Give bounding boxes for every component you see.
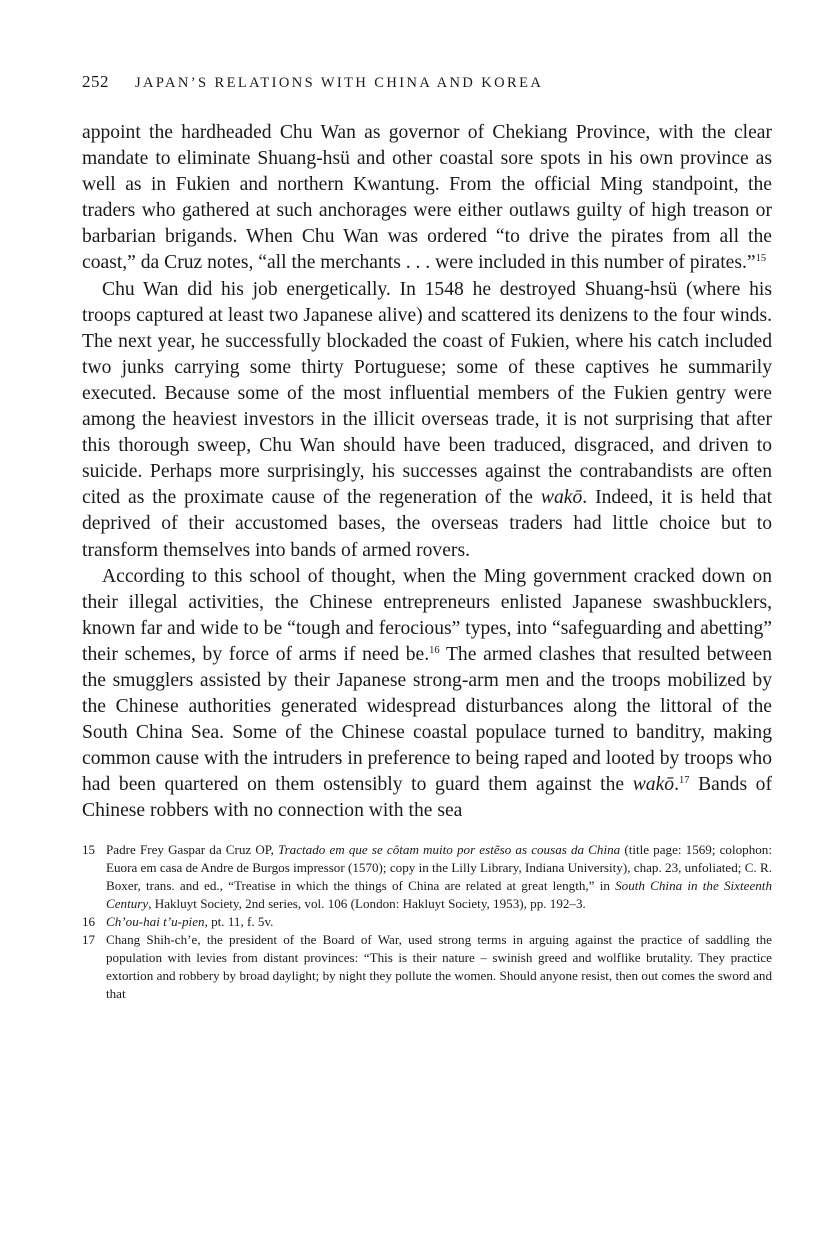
italic-term: wakō — [540, 487, 583, 509]
footnote — [82, 913, 772, 931]
paragraph: According to this school of thought, when the Ming government cracked down on their illegal activities, the Chinese entrepreneurs enlisted Japanese swashbucklers, known far and wide to be “tough and ferocious” types, into “safeguarding and abetting” their schemes, by force of arms if need be.$^{16}$ The armed clashes that resulted between the smugglers assisted by their Japanese strong-arm men and the troops mobilized by the Chinese authorities generated widespread disturbances along the littoral of the South China Sea. Some of the Chinese coastal populace turned to banditry, making common cause with the intruders in preference to being raped and looted by troops who had been quartered on them ostensibly to guard them against the wakō.$^{17}$ Bands of Chinese robbers with no connection with the sea — [82, 565, 772, 822]
footnote-text: Padre Frey Gaspar da Cruz OP, Tractado em que se côtam muito por estẽso as cousas da China (title page: 1569; colophon: Euora em casa de Andre de Burgos impressor (1570); copy in the Lilly Library, Indiana University), chap. 23, unfoliated; C. R. Boxer, trans. and ed., “Treatise in which the things of China are related at great length,” in South China in the Sixteenth Century, Hakluyt Society, 2nd series, vol. 106 (London: Hakluyt Society, 1953), pp. 192–3. — [106, 841, 772, 911]
page-number: 252 — [82, 72, 109, 91]
footnote-number: 16 — [82, 913, 96, 929]
footnote — [82, 931, 772, 1003]
footnote-reference: 16 — [429, 644, 440, 656]
italic-term: wakō — [632, 774, 675, 796]
book-page — [82, 72, 772, 1003]
footnote-text: Chang Shih-ch’e, the president of the Board of War, used strong terms in arguing against the practice of saddling the population with levies from distant provinces: “This is their nature – swinish greed and wolflike brutality. They practice extortion and robbery by broad daylight; by night they pollute the women. Should anyone resist, then out comes the sword and that — [106, 932, 772, 1002]
running-head — [82, 72, 772, 106]
footnote-number: 17 — [82, 932, 96, 947]
footnote-reference: 17 — [678, 775, 690, 787]
paragraph: Chu Wan did his job energetically. In 1548 he destroyed Shuang-hsü (where his troops captured at least two Japanese alive) and scattered its denizens to the four winds. The next year, he successfully blockaded the coast of Fukien, where his catch included two junks carrying some thirty Portuguese; some of these captives he summarily executed. Because some of the most influential members of the Fukien gentry were among the heaviest investors in the illicit overseas trade, it is not surprising that after this thorough sweep, Chu Wan should have been traduced, disgraced, and driven to suicide. Perhaps more surprisingly, his successes against the contrabandists are often cited as the proximate cause of the regeneration of the wakō. Indeed, it is held that deprived of their accustomed bases, the overseas traders had little choice but to transform themselves into bands of armed rovers. — [82, 278, 773, 561]
paragraph: appoint the hardheaded Chu Wan as governor of Chekiang Province, with the clear mandate to eliminate Shuang-hsü and other coastal sore spots in his own province as well as in Fukien and northern Kwantung. From the official Ming standpoint, the traders who gathered at such anchorages were either outlaws guilty of high treason or barbarian brigands. When Chu Wan was ordered “to drive the pirates from all the coast,” da Cruz notes, “all the merchants . . . were included in this number of pirates.”$^{15}$ — [82, 122, 772, 274]
body-text — [82, 120, 772, 825]
footnote-number: 15 — [82, 841, 96, 857]
footnote-reference: 15 — [755, 253, 767, 265]
footnote-text: Ch’ou-hai t’u-pien, pt. 11, f. 5v. — [106, 913, 274, 929]
running-title: JAPAN’S RELATIONS WITH CHINA AND KOREA — [135, 75, 544, 91]
footnote — [82, 841, 772, 913]
footnotes — [82, 841, 772, 1004]
